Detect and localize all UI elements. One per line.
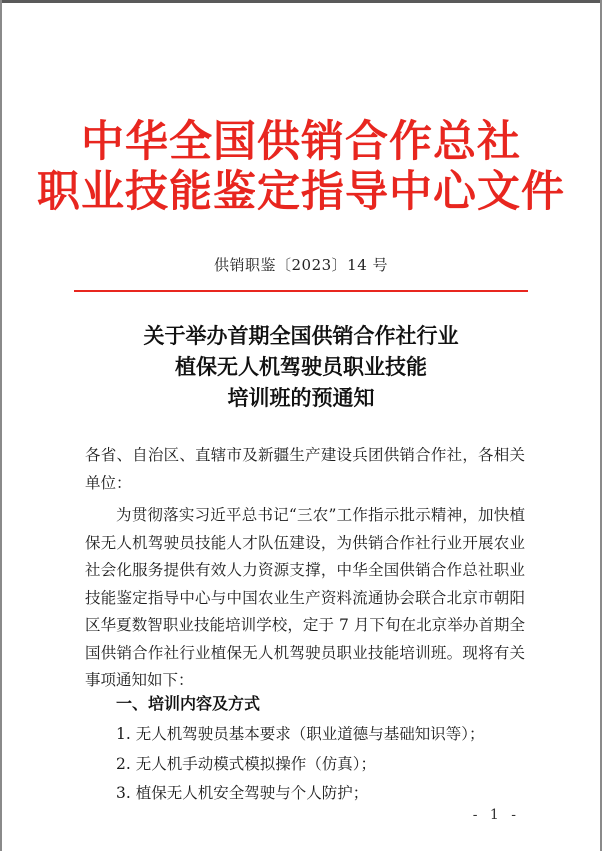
list-item: 3. 植保无人机安全驾驶与个人防护； [116,784,369,802]
masthead-line-2: 职业技能鉴定指导中心文件 [37,167,565,217]
document-number: 供销职鉴〔2023〕14 号 [213,256,389,274]
section-heading-training-content: 一、培训内容及方式 [116,694,261,713]
title-line-3: 培训班的预通知 [227,386,375,410]
masthead-line-1: 中华全国供销合作总社 [81,117,521,167]
red-separator-line [74,290,528,292]
addressee-paragraph: 各省、自治区、直辖市及新疆生产建设兵团供销合作社，各相关单位： [85,446,525,492]
body-paragraph: 为贯彻落实习近平总书记“三农”工作指示批示精神，加快植保无人机驾驶员技能人才队伍建设，为供销合作社行业开展农业社会化服务提供有效人力资源支撑，中华全国供销合作总社职业技能鉴定指导中心与中国农业生产资料流通协会联合北京市朝阳区华夏数智职业技能培训学校，定于 7 月下旬在北京举办首期全国供销合作社行业植保无人机驾驶员职业技能培训班。现将有关事项通知如下： [85,506,525,689]
title-line-1: 关于举办首期全国供销合作社行业 [143,324,459,348]
list-item: 2. 无人机手动模式模拟操作（仿真）； [116,755,376,773]
page-top-edge [0,0,602,3]
page-number: - 1 - [472,807,520,823]
list-item: 1. 无人机驾驶员基本要求（职业道德与基础知识等）； [116,725,485,743]
title-line-2: 植保无人机驾驶员职业技能 [175,355,427,379]
